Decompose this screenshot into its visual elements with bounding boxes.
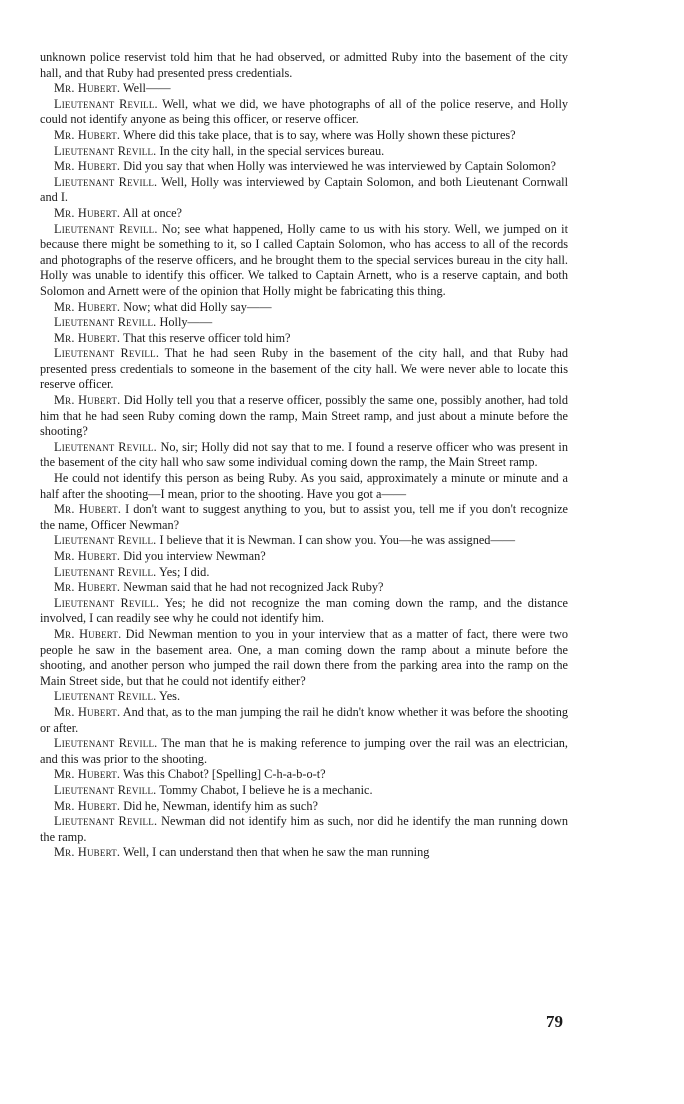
speaker-label: Lieutenant Revill. [54,174,158,189]
speaker-label: Mr. Hubert. [54,502,122,517]
paragraph [40,440,568,471]
paragraph [40,814,568,845]
speaker-label: Mr. Hubert. [54,205,121,220]
speaker-label: Mr. Hubert. [54,127,121,142]
speaker-label: Lieutenant Revill. [54,346,160,361]
speaker-label: Mr. Hubert. [54,159,121,174]
paragraph-text: Well, what we did, we have photographs of all of the police reserve, and Holly could not identify anyone as being this officer, or reserve officer. [40,96,569,127]
speaker-label: Lieutenant Revill. [54,595,160,610]
speaker-label: Lieutenant Revill. [54,439,157,454]
speaker-label: Lieutenant Revill. [54,221,158,236]
paragraph-text: Did Newman mention to you in your interview that as a matter of fact, there were two people he saw in the basement area. One, a man coming down the ramp about a minute before the shooting, and another person who jumped the rail down there from the parking area into the ramp on the Main Street side, but that he could not identify either? [40,626,568,688]
paragraph-text: Well—— [120,81,171,96]
paragraph-text: He could not identify this person as being Ruby. As you said, approximately a minute or minute and a half after the shooting—I mean, prior to the shooting. Have you got a—— [40,471,568,501]
speaker-label: Mr. Hubert. [54,767,121,782]
paragraph-text: Well, Holly was interviewed by Captain Solomon, and both Lieutenant Cornwall and I. [40,174,568,205]
paragraph [40,144,568,160]
paragraph-text: That he had seen Ruby in the basement of the city hall, and that Ruby had presented press credentials to someone in the basement of the city hall. We were never able to locate this reserve officer. [40,346,568,392]
speaker-label: Mr. Hubert. [54,845,121,860]
paragraph-text: Was this Chabot? [Spelling] C-h-a-b-o-t? [120,767,326,782]
speaker-label: Lieutenant Revill. [54,96,158,111]
speaker-label: Mr. Hubert. [54,330,121,345]
paragraph [40,300,568,316]
paragraph [40,783,568,799]
transcript-body [40,50,568,861]
paragraph-text: Tommy Chabot, I believe he is a mechanic. [156,782,373,797]
paragraph-text: Yes; I did. [156,564,210,579]
paragraph-text: Holly—— [156,315,213,330]
speaker-label: Mr. Hubert. [54,704,121,719]
paragraph-text: Yes. [156,689,181,704]
paragraph [40,159,568,175]
paragraph [40,175,568,206]
paragraph [40,97,568,128]
paragraph-text: The man that he is making reference to jumping over the rail was an electrician, and this was prior to the shooting. [40,736,568,766]
paragraph-text: unknown police reservist told him that he had observed, or admitted Ruby into the basement of the city hall, and that Ruby had presented press credentials. [40,50,568,80]
paragraph [40,50,568,81]
paragraph [40,315,568,331]
paragraph [40,580,568,596]
speaker-label: Lieutenant Revill. [54,143,157,158]
paragraph [40,81,568,97]
speaker-label: Lieutenant Revill. [54,689,157,704]
paragraph [40,767,568,783]
paragraph [40,206,568,222]
paragraph-text: Now; what did Holly say—— [120,299,272,314]
speaker-label: Lieutenant Revill. [54,564,157,579]
paragraph [40,222,568,300]
paragraph-text: Newman said that he had not recognized Jack Ruby? [120,580,384,595]
paragraph-text: Did you say that when Holly was interviewed he was interviewed by Captain Solomon? [120,159,556,174]
paragraph [40,502,568,533]
paragraph [40,596,568,627]
paragraph [40,346,568,393]
paragraph [40,549,568,565]
paragraph-text: No; see what happened, Holly came to us with his story. Well, we jumped on it because there might be something to it, so I called Captain Solomon, who has access to all of the records and photographs of the reserve officers, and he brought them to the special services bureau in the city hall. Holly was unable to identify this officer. We talked to Captain Arnett, who is a reserve captain, and both Solomon and Arnett were of the opinion that Holly might be fabricating this thing. [40,221,569,298]
page-number: 79 [546,1012,563,1031]
speaker-label: Lieutenant Revill. [54,736,158,751]
paragraph [40,705,568,736]
paragraph-text: I believe that it is Newman. I can show you. You—he was assigned—— [156,533,516,548]
speaker-label: Lieutenant Revill. [54,315,157,330]
paragraph-text: In the city hall, in the special services bureau. [156,143,385,158]
paragraph [40,845,568,861]
speaker-label: Mr. Hubert. [54,549,121,563]
paragraph [40,533,568,549]
paragraph-text: Where did this take place, that is to say, where was Holly shown these pictures? [120,127,516,142]
paragraph-text: No, sir; Holly did not say that to me. I found a reserve officer who was present in the basement of the city hall who saw some individual coming down the ramp, the Main Street ramp. [40,439,568,470]
paragraph-text: Did Holly tell you that a reserve officer, possibly the same one, possibly another, had told him that he had seen Ruby coming down the ramp, Main Street ramp, and just about a minute before the shooting? [40,393,568,439]
paragraph [40,393,568,440]
paragraph-text: That this reserve officer told him? [120,330,291,345]
speaker-label: Mr. Hubert. [54,299,121,314]
speaker-label: Lieutenant Revill. [54,782,157,797]
paragraph-text: And that, as to the man jumping the rail he didn't know whether it was before the shooting or after. [40,704,569,735]
paragraph-text: All at once? [120,205,183,220]
paragraph-text: Did you interview Newman? [120,549,266,563]
paragraph [40,331,568,347]
paragraph [40,128,568,144]
paragraph-text: Yes; he did not recognize the man coming down the ramp, and the distance involved, I can readily see why he could not identify him. [40,595,568,626]
paragraph [40,689,568,705]
paragraph-text: Did he, Newman, identify him as such? [120,798,318,813]
paragraph [40,799,568,815]
speaker-label: Mr. Hubert. [54,81,121,96]
paragraph [40,736,568,767]
speaker-label: Lieutenant Revill. [54,533,157,548]
paragraph [40,565,568,581]
paragraph [40,471,568,502]
paragraph-text: Newman did not identify him as such, nor did he identify the man running down the ramp. [40,814,568,844]
paragraph-text: I don't want to suggest anything to you, but to assist you, tell me if you don't recognize the name, Officer Newman? [40,502,568,532]
speaker-label: Mr. Hubert. [54,580,121,595]
paragraph [40,627,568,689]
paragraph-text: Well, I can understand then that when he saw the man running [120,845,430,860]
speaker-label: Mr. Hubert. [54,798,121,813]
speaker-label: Lieutenant Revill. [54,814,158,829]
speaker-label: Mr. Hubert. [54,626,122,641]
speaker-label: Mr. Hubert. [54,393,121,408]
